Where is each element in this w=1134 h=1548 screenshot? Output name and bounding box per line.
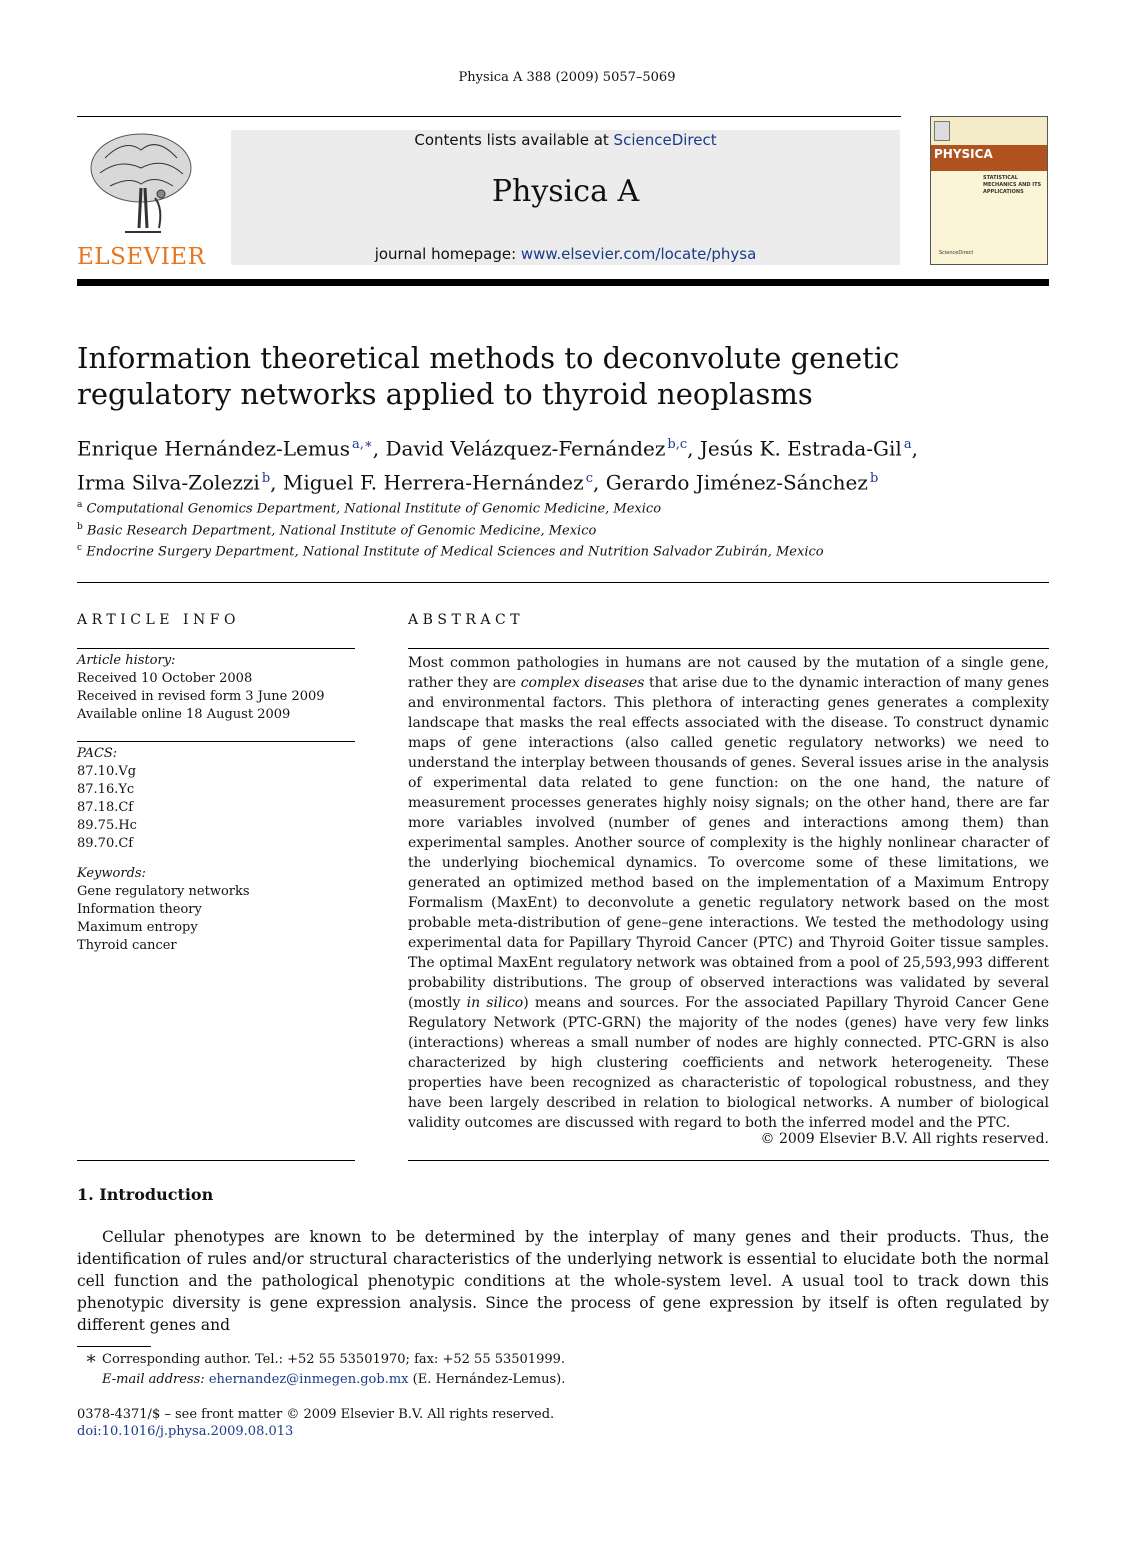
article-history [77, 652, 355, 724]
author-affiliation-link[interactable]: b [869, 470, 879, 486]
email-suffix: (E. Hernández-Lemus). [412, 1372, 566, 1387]
keyword-item: Gene regulatory networks [77, 884, 250, 899]
homepage-line [231, 245, 900, 263]
affiliation-a [77, 500, 1049, 516]
abstract-copyright: © 2009 Elsevier B.V. All rights reserved. [760, 1131, 1049, 1147]
email-note [102, 1372, 565, 1387]
cover-title: PHYSICA [934, 147, 993, 161]
contents-prefix: Contents lists available at [414, 131, 614, 149]
author-affiliation-link[interactable]: b,c [667, 437, 688, 452]
affiliation-key: a [77, 500, 83, 510]
footnote-rule [77, 1346, 151, 1347]
footnote-marker: ∗ [85, 1348, 98, 1369]
author-name: Irma Silva-Zolezzi [77, 470, 260, 495]
affiliation-b [77, 522, 1049, 538]
abstract-text-part: Most common pathologies in humans are not caused by the mutation of a single gene, rather they are [408, 655, 1049, 691]
author-name: Miguel F. Herrera-Hernández [282, 470, 584, 495]
author-name: Gerardo Jiménez-Sánchez [605, 470, 868, 495]
keywords-list [77, 865, 355, 955]
history-rule [77, 741, 355, 742]
article-info-heading: ARTICLE INFO [77, 612, 240, 628]
abstract-text-part: that arise due to the dynamic interaction of many genes and environmental factors. This plethora of interacting genes generates a complexity landscape that masks the real effects associated with the disease. To construct dynamic maps of gene interactions (also called genetic regulatory networks) we need to understand the interplay between thousands of genes. Several issues arise in the analysis of experimental data related to gene function: on the one hand, the nature of measurement processes generates highly noisy signals; on the other hand, there are far more variables involved (number of genes and interactions among them) than experimental samples. Another source of complexity is the highly nonlinear character of the underlying biochemical dynamics. To overcome some of these limitations, we generated an optimized method based on the implementation of a Maximum Entropy Formalism (MaxEnt) to deconvolute a genetic regulatory network based on the most probable meta-distribution of gene–gene interactions. We tested the methodology using experimental data for Papillary Thyroid Cancer (PTC) and Thyroid Goiter tissue samples. The optimal MaxEnt regulatory network was obtained from a pool of 25,593,993 different probability distributions. The group of observed interactions was validated by several (mostly [408, 675, 1050, 1011]
history-item: Received 10 October 2008 [77, 671, 253, 686]
author-name: Jesús K. Estrada-Gil [699, 436, 902, 461]
header-top-rule [77, 116, 901, 117]
abstract-text-part: ) means and sources. For the associated Papillary Thyroid Cancer Gene Regulatory Network (PTC-GRN) the majority of the nodes (genes) have very few links (interactions) whereas a small number of nodes are highly connected. PTC-GRN is also characterized by high clustering coefficients and network heterogeneity. These properties have been recognized as characteristic of topological robustness, and they have been largely described in relation to biological networks. A number of biological validity outcomes are discussed with regard to both the inferred model and the PTC. [408, 995, 1049, 1131]
author-separator: , [270, 470, 283, 495]
affiliations-rule [77, 582, 1049, 583]
author-affiliation-link[interactable]: a,∗ [352, 437, 373, 452]
pacs-list [77, 745, 355, 853]
cover-brand: ScienceDirect [939, 250, 974, 256]
author-name: David Velázquez-Fernández [385, 436, 666, 461]
article-title: Information theoretical methods to deconvolute genetic regulatory networks applied to thyroid neoplasms [77, 341, 900, 411]
author-list [77, 430, 1049, 497]
pacs-item: 87.18.Cf [77, 800, 134, 815]
keyword-item: Maximum entropy [77, 920, 198, 935]
elsevier-wordmark: ELSEVIER [77, 244, 206, 270]
affiliation-text: Computational Genomics Department, National Institute of Genomic Medicine, Mexico [86, 501, 662, 517]
affiliation-text: Endocrine Surgery Department, National Institute of Medical Sciences and Nutrition Salvador Zubirán, Mexico [86, 544, 824, 560]
journal-cover-image [930, 116, 1048, 265]
introduction-paragraph: Cellular phenotypes are known to be determined by the interplay of many genes and their products. Thus, the identification of rules and/or structural characteristics of the underlying network is essential to elucidate both the normal cell function and the pathological phenotypic conditions at the whole-system level. A usual tool to track down this phenotypic diversity is gene expression analysis. Since the process of gene expression by itself is often regulated by different genes and [77, 1228, 1049, 1334]
abstract-heading: ABSTRACT [408, 612, 525, 628]
author-affiliation-link[interactable]: b [261, 470, 271, 486]
introduction-heading: 1. Introduction [77, 1185, 214, 1204]
pacs-item: 89.70.Cf [77, 836, 134, 851]
journal-homepage-link[interactable]: www.elsevier.com/locate/physa [520, 245, 757, 263]
article-info-rule [77, 648, 355, 649]
doi-link[interactable]: doi:10.1016/j.physa.2009.08.013 [77, 1424, 294, 1439]
cover-thumbnail [934, 121, 950, 141]
abstract-rule [408, 648, 1049, 649]
abstract-body [408, 653, 1049, 1133]
pacs-label: PACS: [77, 746, 118, 761]
abstract-emphasis: in silico [466, 995, 524, 1011]
keywords-label: Keywords: [77, 866, 146, 881]
journal-reference: Physica A 388 (2009) 5057–5069 [458, 70, 676, 85]
author-separator: , [911, 436, 918, 461]
cover-subtitle: STATISTICAL MECHANICS AND ITS APPLICATIONS [983, 175, 1042, 195]
homepage-prefix: journal homepage: [374, 245, 521, 263]
author-name: Enrique Hernández-Lemus [77, 436, 350, 461]
tree-logo-icon [85, 128, 197, 240]
history-label: Article history: [77, 653, 176, 668]
keyword-item: Information theory [77, 902, 202, 917]
keyword-item: Thyroid cancer [77, 938, 177, 953]
affiliation-c [77, 543, 1049, 559]
pacs-item: 89.75.Hc [77, 818, 137, 833]
author-separator: , [687, 436, 700, 461]
issn-line: 0378-4371/$ – see front matter © 2009 Elsevier B.V. All rights reserved. [77, 1407, 555, 1422]
sciencedirect-link[interactable]: ScienceDirect [613, 131, 717, 149]
pacs-item: 87.16.Yc [77, 782, 135, 797]
header-thick-rule [77, 279, 1049, 286]
pacs-item: 87.10.Vg [77, 764, 137, 779]
abstract-bottom-rule [408, 1160, 1049, 1161]
history-item: Received in revised form 3 June 2009 [77, 689, 325, 704]
author-affiliation-link[interactable]: c [585, 470, 593, 486]
email-link[interactable]: ehernandez@inmegen.gob.mx [208, 1372, 409, 1387]
affiliation-text: Basic Research Department, National Institute of Genomic Medicine, Mexico [86, 523, 597, 539]
publisher-logo [77, 128, 205, 270]
author-separator: , [592, 470, 606, 495]
author-separator: , [372, 436, 386, 461]
affiliation-key: c [77, 543, 83, 553]
author-affiliation-link[interactable]: a [903, 437, 912, 452]
abstract-emphasis: complex diseases [520, 675, 645, 691]
contents-line [231, 131, 900, 149]
article-info-bottom-rule [77, 1160, 355, 1161]
history-item: Available online 18 August 2009 [77, 707, 291, 722]
email-label: E-mail address: [102, 1372, 205, 1387]
affiliation-key: b [77, 522, 83, 532]
journal-title: Physica A [491, 174, 640, 209]
corresponding-author-note: Corresponding author. Tel.: +52 55 53501970; fax: +52 55 53501999. [102, 1352, 566, 1367]
